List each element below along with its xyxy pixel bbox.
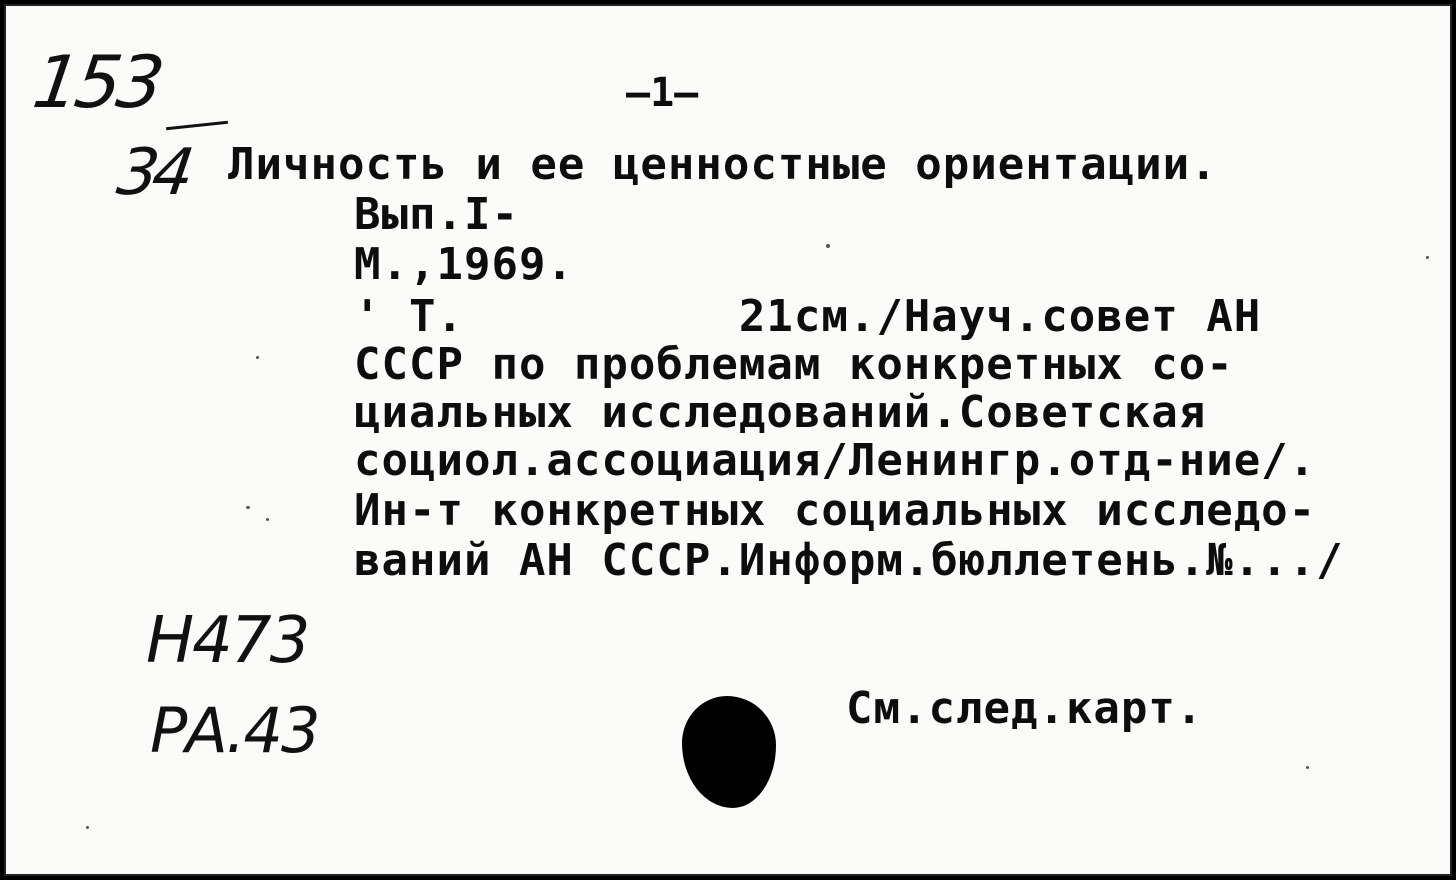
handwritten-call-number-top: 153 xyxy=(28,40,166,124)
scan-speck xyxy=(826,244,830,248)
catalog-card xyxy=(4,4,1452,876)
entry-collation-line: ' Т. 21см./Науч.совет АН xyxy=(354,291,1262,342)
continuation-note: См.след.карт. xyxy=(846,683,1204,734)
scan-speck xyxy=(266,518,269,521)
entry-note-line: ваний АН СССР.Информ.бюллетень.№.../ xyxy=(354,535,1344,586)
page-number: —1— xyxy=(626,70,699,116)
entry-imprint-line: М.,1969. xyxy=(354,239,574,290)
scan-speck xyxy=(256,356,259,359)
entry-issue-line: Вып.I- xyxy=(354,189,519,240)
handwritten-call-number-bottom: 34 xyxy=(112,136,193,210)
entry-note-line: социол.ассоциация/Ленингр.отд-ние/. xyxy=(354,435,1317,486)
handwritten-shelf-mark: Н473 xyxy=(146,604,309,678)
punch-hole xyxy=(682,696,776,808)
scan-speck xyxy=(1426,256,1429,259)
scan-speck xyxy=(1306,766,1309,769)
entry-note-line: циальных исследований.Советская xyxy=(354,387,1207,438)
entry-title-line: Личность и ее ценностные ориентации. xyxy=(228,139,1218,190)
scan-speck xyxy=(246,506,250,509)
scan-speck xyxy=(86,826,89,829)
handwritten-shelf-mark: РА.43 xyxy=(150,694,319,767)
entry-note-line: Ин-т конкретных социальных исследо- xyxy=(354,485,1317,536)
call-number-dash xyxy=(166,121,228,130)
entry-note-line: СССР по проблемам конкретных со- xyxy=(354,339,1234,390)
